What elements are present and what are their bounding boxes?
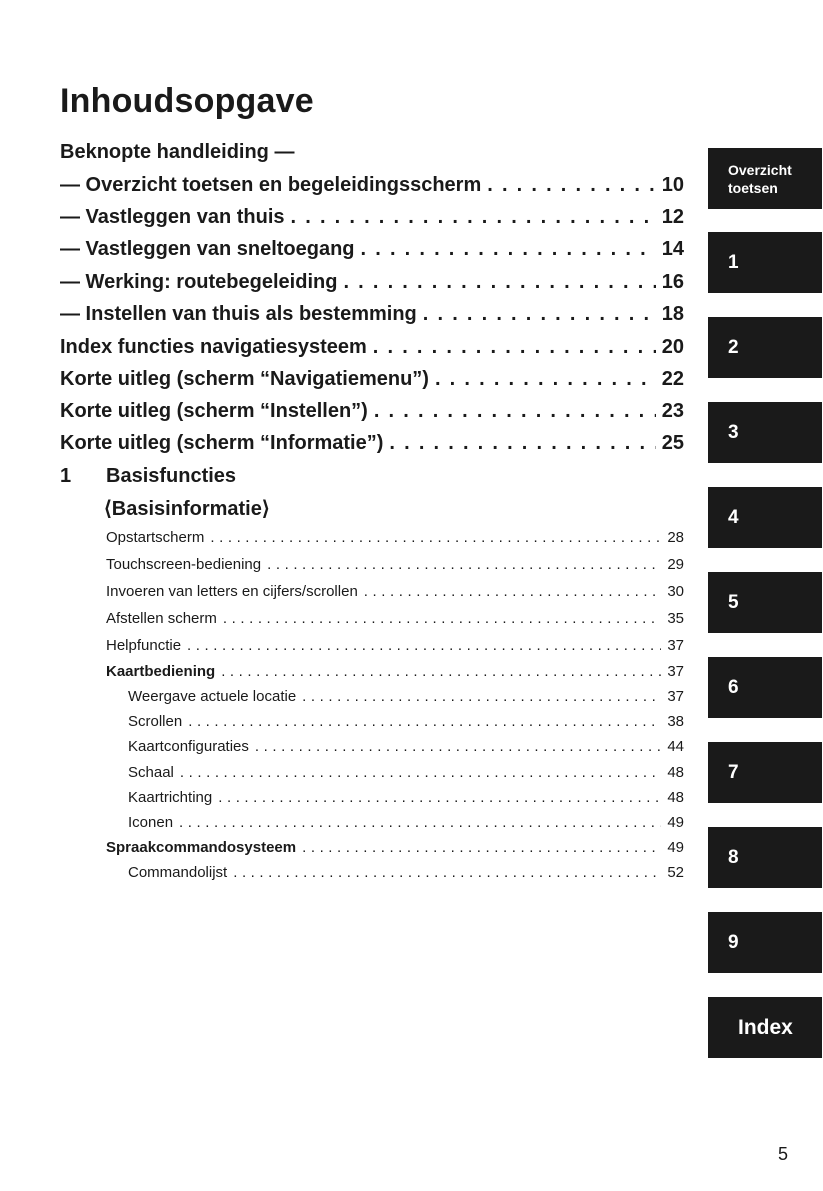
dot-leader [302, 839, 661, 856]
toc-subentry[interactable]: Iconen . . . 49 [128, 814, 684, 831]
dot-leader [210, 529, 661, 546]
dot-leader [291, 206, 656, 229]
tab-chapter-2[interactable]: 2 [708, 317, 822, 378]
toc-subentry[interactable]: Commandolijst . . . 52 [128, 864, 684, 881]
toc-subentry[interactable]: Schaal . . . 48 [128, 764, 684, 781]
toc-entry[interactable]: — Vastleggen van sneltoegang . . . 14 [60, 238, 684, 261]
dot-leader [435, 368, 656, 391]
toc-subentry[interactable]: Kaartrichting . . . 48 [128, 789, 684, 806]
toc-entry[interactable]: Korte uitleg (scherm “Instellen”) . . . 23 [60, 400, 684, 423]
dot-leader [361, 238, 656, 261]
dot-leader [389, 432, 655, 455]
tab-chapter-5[interactable]: 5 [708, 572, 822, 633]
page-number: 5 [778, 1144, 789, 1164]
dot-leader [188, 713, 661, 730]
page-title: Inhoudsopgave [60, 82, 314, 120]
dot-leader [343, 271, 655, 294]
toc-entry[interactable]: Korte uitleg (scherm “Informatie”) . . . 25 [60, 432, 684, 455]
toc-entry[interactable]: — Instellen van thuis als bestemming . . . 18 [60, 303, 684, 326]
dot-leader [267, 556, 661, 573]
dot-leader [223, 610, 661, 627]
tab-chapter-3[interactable]: 3 [708, 402, 822, 463]
tab-index[interactable]: Index [708, 997, 822, 1058]
tab-chapter-9[interactable]: 9 [708, 912, 822, 973]
toc-subentry[interactable]: Kaartconfiguraties . . . 44 [128, 738, 684, 755]
tab-chapter-8[interactable]: 8 [708, 827, 822, 888]
toc-subentry[interactable]: Scrollen . . . 38 [128, 713, 684, 730]
tab-chapter-7[interactable]: 7 [708, 742, 822, 803]
tab-chapter-1[interactable]: 1 [708, 232, 822, 293]
tab-overzicht-toetsen[interactable]: Overzicht toetsen [708, 148, 822, 209]
dot-leader [487, 174, 656, 197]
dot-leader [221, 663, 661, 680]
dot-leader [374, 400, 656, 423]
tab-chapter-4[interactable]: 4 [708, 487, 822, 548]
dot-leader [233, 864, 661, 881]
chapter-title: Basisfuncties [106, 465, 237, 487]
dot-leader [180, 764, 661, 781]
dot-leader [302, 688, 661, 705]
tab-chapter-6[interactable]: 6 [708, 657, 822, 718]
toc-subentry[interactable]: Opstartscherm . . . 28 [106, 529, 684, 546]
toc-subentry[interactable]: Weergave actuele locatie . . . 37 [128, 688, 684, 705]
toc-subentry[interactable]: Touchscreen-bediening . . . 29 [106, 556, 684, 573]
dot-leader [179, 814, 661, 831]
toc-entry[interactable]: — Werking: routebegeleiding . . . 16 [60, 271, 684, 294]
toc-subentry[interactable]: Spraakcommandosysteem . . . 49 [106, 839, 684, 856]
toc-heading: Beknopte handleiding — [60, 141, 295, 163]
dot-leader [255, 738, 661, 755]
dot-leader [364, 583, 662, 600]
toc-entry[interactable]: — Vastleggen van thuis . . . 12 [60, 206, 684, 229]
section-title: ⟨Basisinformatie⟩ [104, 498, 270, 520]
toc-entry[interactable]: — Overzicht toetsen en begeleidingsscherm . . . 10 [60, 174, 684, 197]
chapter-number: 1 [60, 465, 72, 487]
toc-subentry[interactable]: Kaartbediening . . . 37 [106, 663, 684, 680]
dot-leader [187, 637, 661, 654]
dot-leader [373, 336, 656, 359]
toc-subentry[interactable]: Invoeren van letters en cijfers/scrollen . . . 30 [106, 583, 684, 600]
toc-entry[interactable]: Korte uitleg (scherm “Navigatiemenu”) . . . 22 [60, 368, 684, 391]
toc-subentry[interactable]: Afstellen scherm . . . 35 [106, 610, 684, 627]
toc-entry[interactable]: Index functies navigatiesysteem . . . 20 [60, 336, 684, 359]
dot-leader [218, 789, 661, 806]
dot-leader [423, 303, 656, 326]
toc-subentry[interactable]: Helpfunctie . . . 37 [106, 637, 684, 654]
